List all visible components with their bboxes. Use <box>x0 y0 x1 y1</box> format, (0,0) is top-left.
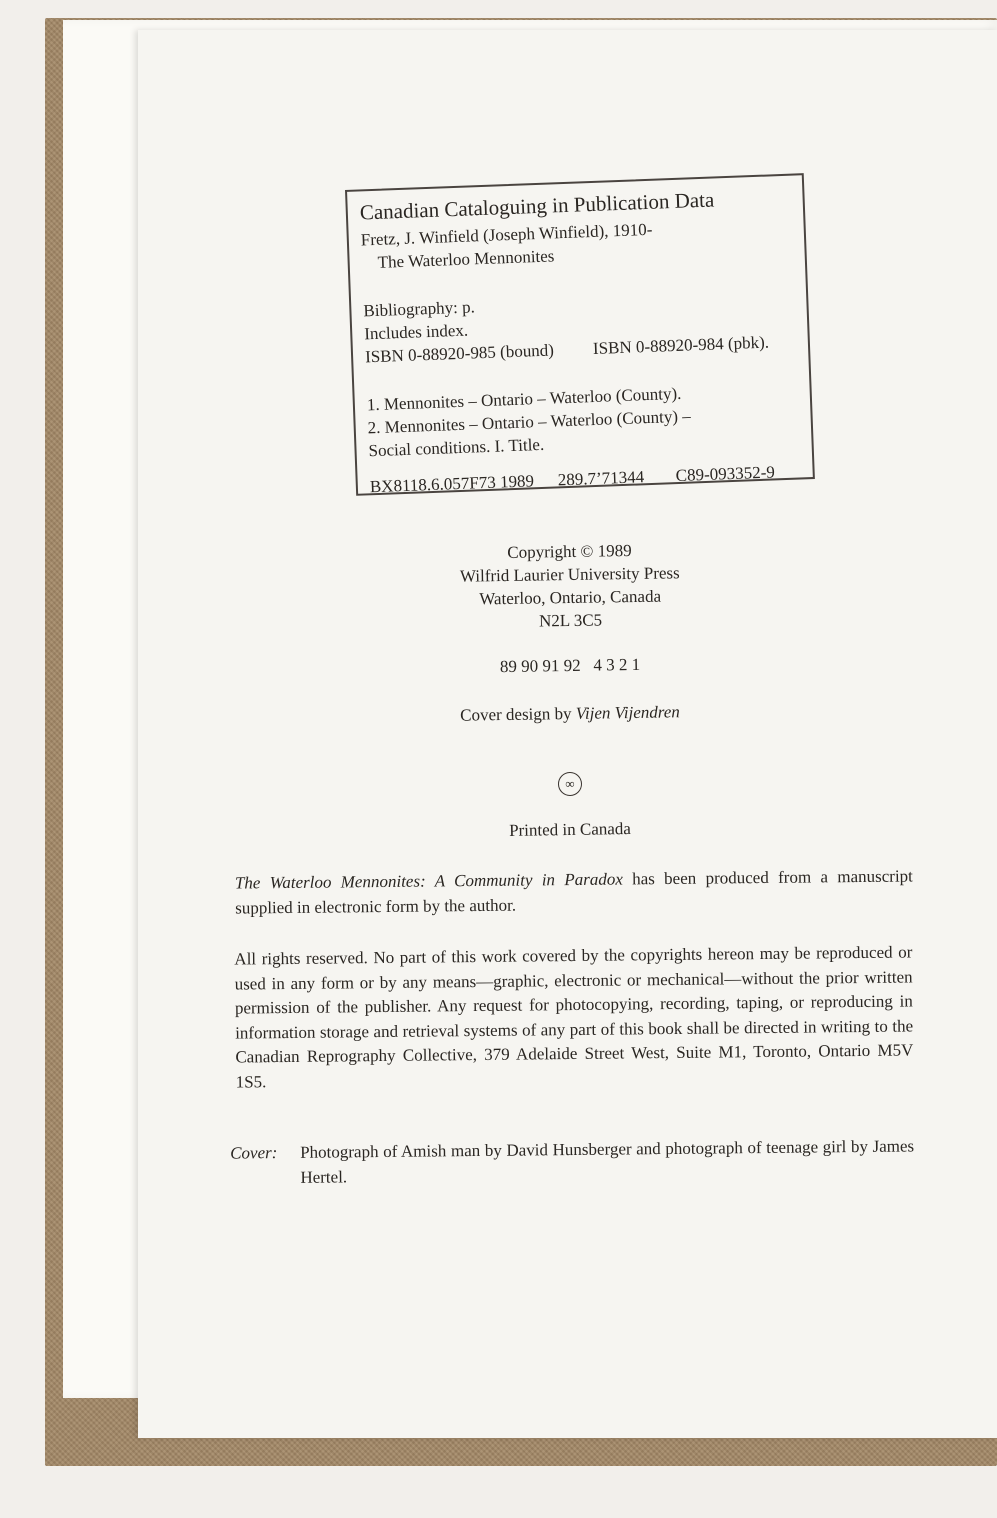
rights-paragraph: All rights reserved. No part of this work covered by the copyrights hereon may be reproduced or used in any form or by any means—graphic, electronic or mechanical—without the prior written permission of the publisher. Any request for photocopying, recording, taping, or reproducing in information storage and retrieval systems of any part of this book shall be directed in writing to the Canadian Reprography Collective, 379 Adelaide Street West, Suite M1, Toronto, Ontario M5V 1S5. <box>234 942 914 1092</box>
cip-index: Includes index. <box>363 320 469 344</box>
cover-design-label: Cover design by <box>459 703 572 725</box>
cip-subject-1: 1. Mennonites – Ontario – Waterloo (County). <box>366 383 682 415</box>
publisher-city: Waterloo, Ontario, Canada <box>479 586 662 609</box>
printed-in: Printed in Canada <box>508 819 632 840</box>
printing-years: 89 90 91 92 <box>499 655 581 677</box>
cip-number: C89-093352-9 <box>675 462 776 486</box>
cip-heading: Canadian Cataloguing in Publication Data <box>359 187 715 225</box>
cover-credit-label: Cover: <box>230 1143 278 1163</box>
production-note-text: has been produced from a manuscript supplied in electronic form by the author. <box>235 866 913 918</box>
cover-designer: Vijen Vijendren <box>575 702 680 723</box>
cip-isbn-bound: ISBN 0-88920-985 (bound) <box>364 340 555 367</box>
cip-author: Fretz, J. Winfield (Joseph Winfield), 1910- <box>360 219 653 250</box>
infinity-paper-icon: ∞ <box>558 772 582 796</box>
publisher-postal: N2L 3C5 <box>538 610 603 631</box>
copyright-line: Copyright © 1989 <box>507 541 632 562</box>
cover-credit-text: Photograph of Amish man by David Hunsberger and photograph of teenage girl by James Hertel. <box>300 1136 915 1187</box>
cip-bibliography: Bibliography: p. <box>363 297 476 321</box>
imprint-block <box>329 536 810 636</box>
cip-title: The Waterloo Mennonites <box>377 246 555 272</box>
cip-subject-2b: Social conditions. I. Title. <box>368 434 545 461</box>
production-note <box>235 864 913 920</box>
cip-dewey: 289.7’71344 <box>557 467 645 490</box>
cip-subject-2: 2. Mennonites – Ontario – Waterloo (County) – <box>367 406 692 438</box>
cip-data-box <box>345 173 815 496</box>
cip-isbn-pbk: ISBN 0-88920-984 (pbk). <box>592 332 770 359</box>
cip-call-number: BX8118.6.057F73 1989 <box>369 471 535 497</box>
printing-numbers: 4 3 2 1 <box>593 654 641 675</box>
publisher-name: Wilfrid Laurier University Press <box>459 563 680 586</box>
production-note-title: The Waterloo Mennonites: A Community in Paradox <box>234 869 623 893</box>
